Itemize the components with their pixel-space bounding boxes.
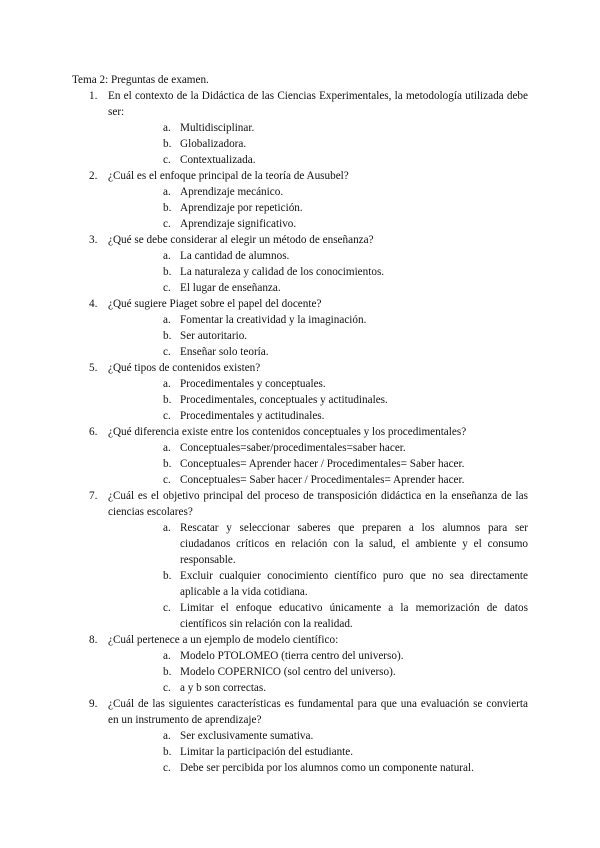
option-letter: a. (163, 522, 171, 534)
option-text: Aprendizaje significativo. (180, 218, 297, 230)
question-number: 8. (89, 634, 98, 646)
option-text: Modelo COPERNICO (sol centro del universo). (180, 666, 396, 678)
option-letter: a. (163, 122, 171, 134)
option-text: Procedimentales y actitudinales. (180, 410, 325, 422)
option-text: Ser autoritario. (180, 330, 248, 342)
answer-option (108, 472, 528, 488)
answer-option (108, 184, 528, 200)
answer-options (108, 376, 528, 424)
option-letter: c. (163, 602, 171, 614)
answer-options (108, 248, 528, 296)
answer-options (108, 440, 528, 488)
option-letter: b. (163, 266, 172, 278)
question-item (72, 232, 528, 296)
option-letter: c. (163, 762, 171, 774)
question-text: ¿Qué diferencia existe entre los contenidos conceptuales y los procedimentales? (108, 426, 467, 438)
option-text: Aprendizaje por repetición. (180, 202, 303, 214)
option-text: Procedimentales y conceptuales. (180, 378, 326, 390)
question-item (72, 296, 528, 360)
option-letter: c. (163, 682, 171, 694)
option-text: Fomentar la creatividad y la imaginación. (180, 314, 367, 326)
option-text: La cantidad de alumnos. (180, 250, 290, 262)
answer-options (108, 520, 528, 632)
answer-option (108, 520, 528, 568)
answer-option (108, 456, 528, 472)
option-letter: b. (163, 330, 172, 342)
answer-option (108, 312, 528, 328)
answer-option (108, 744, 528, 760)
option-letter: c. (163, 346, 171, 358)
question-item (72, 488, 528, 632)
question-text: ¿Qué se debe considerar al elegir un método de enseñanza? (108, 234, 374, 246)
question-item (72, 360, 528, 424)
option-text: Ser exclusivamente sumativa. (180, 730, 314, 742)
answer-option (108, 648, 528, 664)
answer-option (108, 760, 528, 776)
answer-option (108, 248, 528, 264)
answer-option (108, 152, 528, 168)
question-item (72, 168, 528, 232)
option-letter: b. (163, 394, 172, 406)
option-letter: a. (163, 314, 171, 326)
answer-option (108, 120, 528, 136)
answer-option (108, 664, 528, 680)
option-letter: b. (163, 570, 172, 582)
answer-option (108, 440, 528, 456)
option-letter: a. (163, 650, 171, 662)
option-letter: a. (163, 186, 171, 198)
answer-option (108, 728, 528, 744)
option-letter: b. (163, 138, 172, 150)
option-text: Multidisciplinar. (180, 122, 255, 134)
answer-option (108, 280, 528, 296)
option-letter: a. (163, 442, 171, 454)
answer-option (108, 408, 528, 424)
option-text: Limitar el enfoque educativo únicamente a la memorización de datos científicos sin relación con la realidad. (180, 602, 528, 630)
question-text: ¿Cuál de las siguientes características es fundamental para que una evaluación se convierta en un instrumento de aprendizaje? (108, 698, 528, 726)
option-text: a y b son correctas. (180, 682, 267, 694)
option-text: La naturaleza y calidad de los conocimientos. (180, 266, 385, 278)
answer-option (108, 200, 528, 216)
option-text: Procedimentales, conceptuales y actitudinales. (180, 394, 388, 406)
answer-option (108, 600, 528, 632)
option-text: Limitar la participación del estudiante. (180, 746, 354, 758)
option-letter: c. (163, 218, 171, 230)
question-list (72, 88, 528, 776)
answer-option (108, 344, 528, 360)
question-number: 3. (89, 234, 98, 246)
option-letter: c. (163, 474, 171, 486)
answer-options (108, 312, 528, 360)
answer-options (108, 648, 528, 696)
option-letter: b. (163, 202, 172, 214)
question-item (72, 632, 528, 696)
answer-option (108, 264, 528, 280)
question-text: ¿Qué sugiere Piaget sobre el papel del docente? (108, 298, 322, 310)
answer-option (108, 568, 528, 600)
question-item (72, 88, 528, 168)
question-text: ¿Qué tipos de contenidos existen? (108, 362, 261, 374)
answer-option (108, 376, 528, 392)
answer-option (108, 328, 528, 344)
option-text: Excluir cualquier conocimiento científico puro que no sea directamente aplicable a la vida cotidiana. (180, 570, 528, 598)
option-letter: a. (163, 378, 171, 390)
question-text: ¿Cuál es el objetivo principal del proceso de transposición didáctica en la enseñanza de las ciencias escolares? (108, 490, 528, 518)
option-text: Conceptuales= Aprender hacer / Procedimentales= Saber hacer. (180, 458, 465, 470)
question-text: ¿Cuál pertenece a un ejemplo de modelo científico: (108, 634, 339, 646)
question-number: 7. (89, 490, 98, 502)
answer-options (108, 184, 528, 232)
answer-option (108, 216, 528, 232)
option-letter: b. (163, 666, 172, 678)
question-number: 4. (89, 298, 98, 310)
option-letter: c. (163, 282, 171, 294)
answer-options (108, 728, 528, 776)
answer-option (108, 136, 528, 152)
option-letter: b. (163, 746, 172, 758)
option-letter: b. (163, 458, 172, 470)
question-number: 9. (89, 698, 98, 710)
option-letter: c. (163, 154, 171, 166)
option-text: Globalizadora. (180, 138, 247, 150)
option-text: Aprendizaje mecánico. (180, 186, 284, 198)
question-number: 2. (89, 170, 98, 182)
question-number: 6. (89, 426, 98, 438)
option-letter: a. (163, 730, 171, 742)
option-text: Modelo PTOLOMEO (tierra centro del universo). (180, 650, 404, 662)
question-item (72, 696, 528, 776)
answer-options (108, 120, 528, 168)
option-text: Debe ser percibida por los alumnos como un componente natural. (180, 762, 474, 774)
question-number: 1. (89, 90, 98, 102)
answer-option (108, 680, 528, 696)
document-title: Tema 2: Preguntas de examen. (72, 74, 209, 86)
answer-option (108, 392, 528, 408)
option-text: Enseñar solo teoría. (180, 346, 269, 358)
option-text: El lugar de enseñanza. (180, 282, 281, 294)
question-number: 5. (89, 362, 98, 374)
option-text: Conceptuales=saber/procedimentales=saber hacer. (180, 442, 406, 454)
option-text: Rescatar y seleccionar saberes que preparen a los alumnos para ser ciudadanos críticos en relación con la salud, el ambiente y el consumo responsable. (180, 522, 528, 566)
question-text: En el contexto de la Didáctica de las Ciencias Experimentales, la metodología utilizada debe ser: (108, 90, 528, 118)
question-text: ¿Cuál es el enfoque principal de la teoría de Ausubel? (108, 170, 349, 182)
option-text: Conceptuales= Saber hacer / Procedimentales= Aprender hacer. (180, 474, 465, 486)
question-item (72, 424, 528, 488)
option-letter: c. (163, 410, 171, 422)
option-text: Contextualizada. (180, 154, 256, 166)
option-letter: a. (163, 250, 171, 262)
